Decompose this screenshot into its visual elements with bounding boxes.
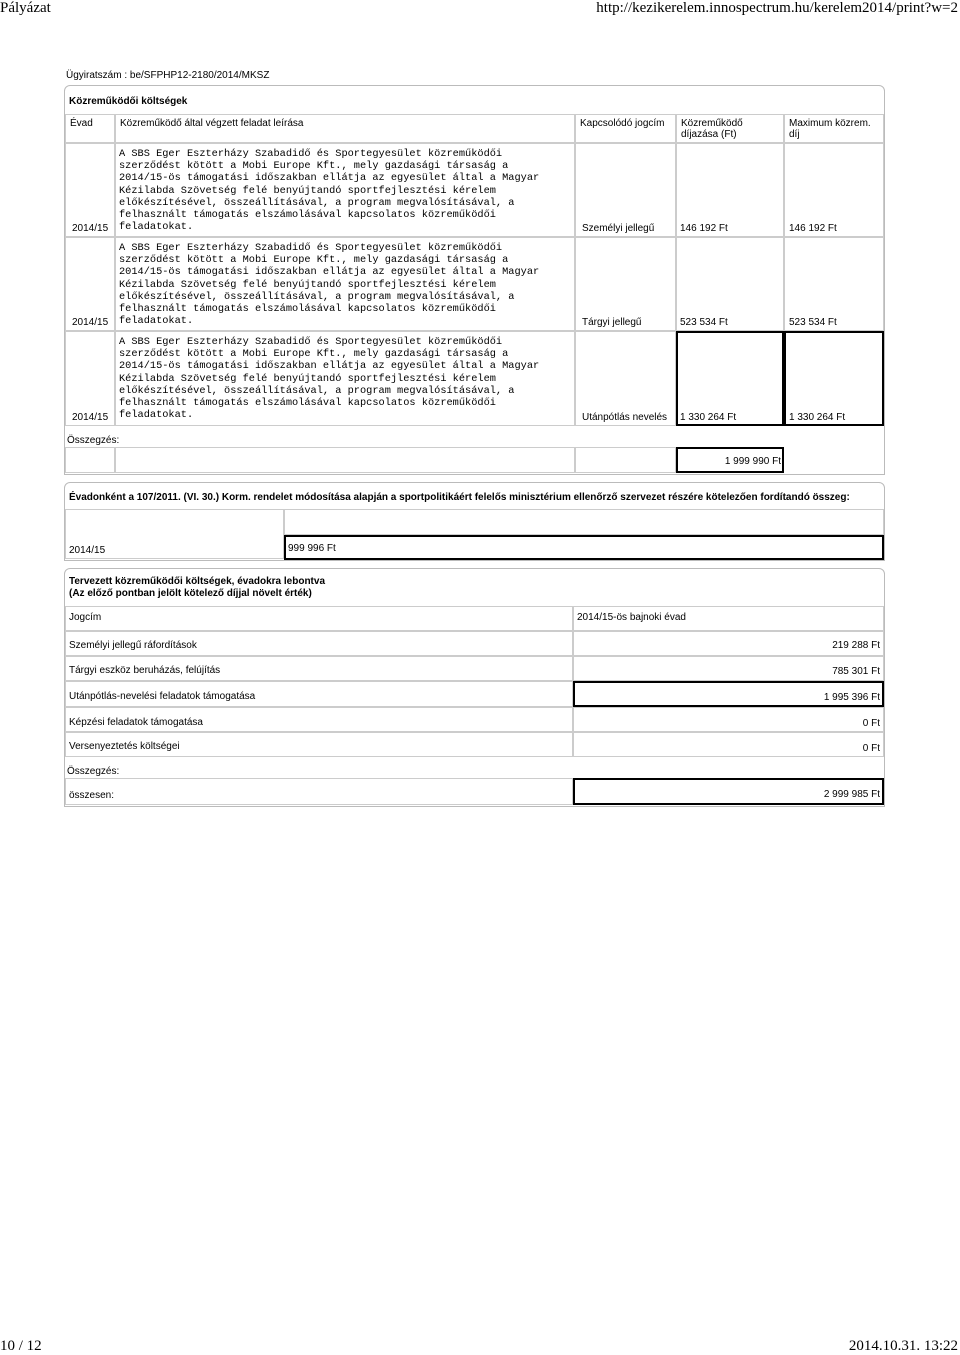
planned-row-label: Tárgyi eszköz beruházás, felújítás [69, 665, 221, 676]
row-legal-cell [575, 331, 676, 426]
mandatory-top-cell [284, 509, 884, 535]
row-season: 2014/15 [72, 412, 109, 423]
header-max: Maximum közrem. díj [784, 114, 884, 143]
row-fee-cell [676, 331, 784, 426]
summary-cell [115, 447, 575, 473]
row-season: 2014/15 [72, 223, 109, 234]
row-description: A SBS Eger Eszterházy Szabadidő és Sportegyesület közreműködői szerződést kötött a Mobi Europe Kft., mely gazdasági társaság a 2014/15-ös támogatási időszakban ellátja az egyesület által a Magyar Kézilabda Szövetség felé benyújtandó sportfejlesztési kérelem előkészítésével, összeállításával, a program megvalósításával, a felhasznált támogatás elszámolásával kapcsolatos közreműködői feladatokat. [115, 143, 575, 237]
page-url: http://kezikerelem.innospectrum.hu/kerelem2014/print?w=2 [596, 0, 958, 16]
planned-row-value: 0 Ft [573, 732, 884, 757]
list-item [65, 631, 573, 656]
mandatory-season: 2014/15 [69, 545, 106, 556]
mandatory-season-cell [65, 509, 284, 559]
planned-row-label: Személyi jellegű ráfordítások [69, 640, 197, 651]
planned-title-1: Tervezett közreműködői költségek, évadokra lebontva [69, 576, 326, 587]
planned-title-2: (Az előző pontban jelölt kötelező díjjal növelt érték) [69, 588, 312, 599]
costs-section-title: Közreműködői költségek [69, 96, 188, 107]
header-description: Közreműködő által végzett feladat leírása [115, 114, 575, 143]
row-max-cell [784, 331, 884, 426]
planned-row-value: 219 288 Ft [573, 631, 884, 656]
row-legal-cell [575, 237, 676, 331]
costs-section [64, 85, 885, 475]
planned-total-label: összesen: [69, 790, 115, 801]
print-datetime: 2014.10.31. 13:22 [848, 1338, 958, 1354]
header-fee: Közreműködő díjazása (Ft) [676, 114, 784, 143]
list-item [65, 707, 573, 732]
row-legal-title: Személyi jellegű [582, 223, 655, 234]
row-max: 146 192 Ft [789, 223, 837, 234]
mandatory-section-title: Évadonként a 107/2011. (VI. 30.) Korm. rendelet módosítása alapján a sportpolitikáért felelős minisztérium ellenőrző szervezet részére kötelezően fordítandó összeg: [69, 492, 850, 503]
planned-row-value: 1 995 396 Ft [573, 681, 884, 707]
planned-row-label: Utánpótlás-nevelési feladatok támogatása [69, 691, 256, 702]
row-description: A SBS Eger Eszterházy Szabadidő és Sportegyesület közreműködői szerződést kötött a Mobi Europe Kft., mely gazdasági társaság a 2014/15-ös támogatási időszakban ellátja az egyesület által a Magyar Kézilabda Szövetség felé benyújtandó sportfejlesztési kérelem előkészítésével, összeállításával, a program megvalósításával, a felhasznált támogatás elszámolásával kapcsolatos közreműködői feladatokat. [115, 331, 575, 426]
planned-section [64, 568, 885, 807]
row-description: A SBS Eger Eszterházy Szabadidő és Sportegyesület közreműködői szerződést kötött a Mobi Europe Kft., mely gazdasági társaság a 2014/15-ös támogatási időszakban ellátja az egyesület által a Magyar Kézilabda Szövetség felé benyújtandó sportfejlesztési kérelem előkészítésével, összeállításával, a program megvalósításával, a felhasznált támogatás elszámolásával kapcsolatos közreműködői feladatokat. [115, 237, 575, 331]
list-item [65, 681, 573, 707]
summary-cell [65, 447, 115, 473]
list-item [65, 656, 573, 681]
planned-row-label: Versenyeztetés költségei [69, 741, 180, 752]
row-legal-cell [575, 143, 676, 237]
row-max-cell [784, 143, 884, 237]
row-fee: 523 534 Ft [680, 317, 728, 328]
planned-header-legal: Jogcím [65, 606, 573, 631]
header-legal-title: Kapcsolódó jogcím [575, 114, 676, 143]
planned-row-value: 0 Ft [573, 707, 884, 732]
planned-header-season: 2014/15-ös bajnoki évad [573, 606, 884, 631]
planned-summary-label: Összegzés: [67, 766, 120, 777]
planned-total-value: 2 999 985 Ft [573, 778, 884, 805]
table-row [65, 237, 115, 331]
page-number: 10 / 12 [0, 1338, 42, 1354]
case-number: Ügyiratszám : be/SFPHP12-2180/2014/MKSZ [66, 70, 270, 81]
page-title: Pályázat [0, 0, 51, 16]
planned-row-label: Képzési feladatok támogatása [69, 717, 203, 728]
row-fee-cell [676, 143, 784, 237]
list-item [65, 732, 573, 757]
row-legal-title: Utánpótlás nevelés [582, 412, 668, 423]
table-row [65, 143, 115, 237]
planned-row-value: 785 301 Ft [573, 656, 884, 681]
row-season: 2014/15 [72, 317, 109, 328]
row-max-cell [784, 237, 884, 331]
mandatory-section [64, 482, 885, 561]
row-fee: 1 330 264 Ft [680, 412, 737, 423]
row-legal-title: Tárgyi jellegű [582, 317, 642, 328]
summary-cell [575, 447, 676, 473]
summary-total: 1 999 990 Ft [676, 447, 784, 473]
summary-label: Összegzés: [67, 435, 120, 446]
mandatory-amount: 999 996 Ft [284, 535, 884, 560]
row-max: 1 330 264 Ft [789, 412, 846, 423]
row-fee: 146 192 Ft [680, 223, 728, 234]
row-fee-cell [676, 237, 784, 331]
planned-total-label-cell [65, 778, 573, 805]
header-season: Évad [65, 114, 115, 143]
table-row [65, 331, 115, 426]
row-max: 523 534 Ft [789, 317, 837, 328]
